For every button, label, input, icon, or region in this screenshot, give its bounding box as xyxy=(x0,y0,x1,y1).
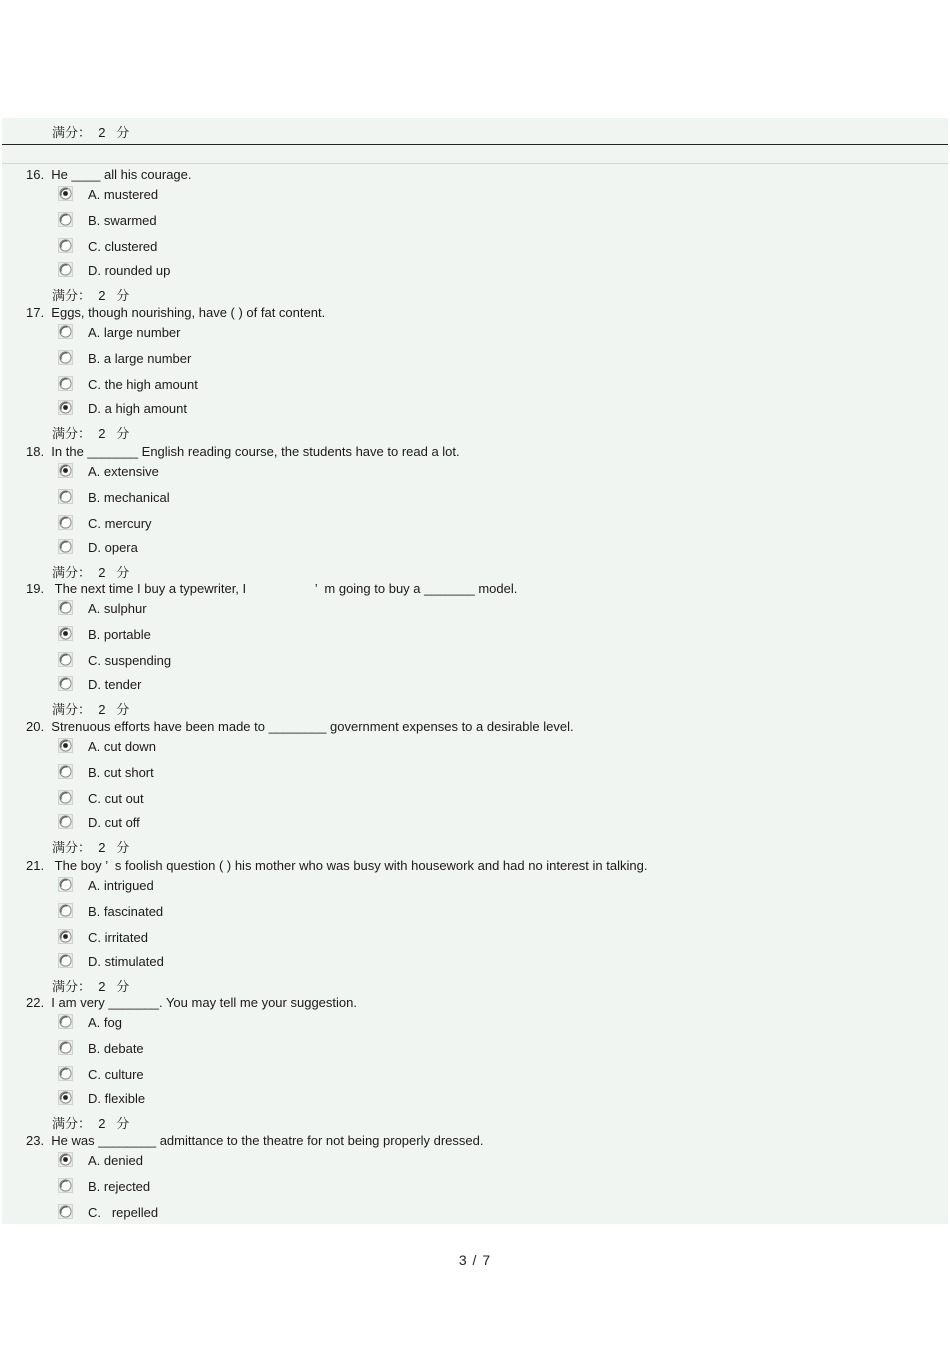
option-label[interactable]: B. cut short xyxy=(88,765,154,780)
radio-button[interactable] xyxy=(58,212,73,227)
radio-button[interactable] xyxy=(58,489,73,504)
question-text: 20. Strenuous efforts have been made to ________ government expenses to a desirable level. xyxy=(26,719,574,734)
score-label: 满分： 2 分 xyxy=(52,840,130,855)
option-label[interactable]: B. rejected xyxy=(88,1179,151,1194)
option-label[interactable]: B. mechanical xyxy=(88,490,170,505)
option-label[interactable]: C. cut out xyxy=(88,791,144,806)
radio-button[interactable] xyxy=(58,1014,73,1029)
radio-button[interactable] xyxy=(58,539,73,554)
question-text: 23. He was ________ admittance to the theatre for not being properly dressed. xyxy=(26,1133,484,1148)
score-label: 满分： 2 分 xyxy=(52,702,130,717)
radio-button[interactable] xyxy=(58,676,73,691)
option-label[interactable]: C. the high amount xyxy=(88,377,198,392)
option-label[interactable]: A. cut down xyxy=(88,739,156,754)
radio-button-checked[interactable] xyxy=(58,929,73,944)
question-text: 17. Eggs, though nourishing, have ( ) of fat content. xyxy=(26,305,326,320)
option-label[interactable]: A. sulphur xyxy=(88,601,147,616)
question-text: 16. He ____ all his courage. xyxy=(26,167,192,182)
option-label[interactable]: D. flexible xyxy=(88,1091,146,1106)
radio-button[interactable] xyxy=(58,764,73,779)
radio-button[interactable] xyxy=(58,953,73,968)
radio-button[interactable] xyxy=(58,238,73,253)
option-label[interactable]: A. large number xyxy=(88,325,181,340)
option-label[interactable]: C. suspending xyxy=(88,653,172,668)
option-label[interactable]: A. mustered xyxy=(88,187,159,202)
option-label[interactable]: D. opera xyxy=(88,540,138,555)
radio-button[interactable] xyxy=(58,1040,73,1055)
page-number: 3 / 7 xyxy=(458,1252,492,1268)
radio-button[interactable] xyxy=(58,324,73,339)
score-label: 满分： 2 分 xyxy=(52,979,130,994)
option-label[interactable]: C. mercury xyxy=(88,516,152,531)
option-label[interactable]: D. stimulated xyxy=(88,954,164,969)
radio-button[interactable] xyxy=(58,350,73,365)
radio-button[interactable] xyxy=(58,1204,73,1219)
option-label[interactable]: D. rounded up xyxy=(88,263,171,278)
radio-button-checked[interactable] xyxy=(58,738,73,753)
radio-button-checked[interactable] xyxy=(58,400,73,415)
score-label: 满分： 2 分 xyxy=(52,288,130,303)
score-label: 满分： 2 分 xyxy=(52,426,130,441)
radio-button-checked[interactable] xyxy=(58,1090,73,1105)
option-label[interactable]: B. fascinated xyxy=(88,904,164,919)
radio-button[interactable] xyxy=(58,262,73,277)
question-text: 19. The next time I buy a typewriter, I ’ m going to buy a _______ model. xyxy=(26,581,518,596)
radio-button[interactable] xyxy=(58,1178,73,1193)
divider xyxy=(2,163,948,164)
radio-button-checked[interactable] xyxy=(58,186,73,201)
question-text: 21. The boy ’ s foolish question ( ) his mother who was busy with housework and had no interest in talking. xyxy=(26,858,648,873)
radio-button[interactable] xyxy=(58,515,73,530)
option-label[interactable]: D. tender xyxy=(88,677,142,692)
radio-button[interactable] xyxy=(58,376,73,391)
score-label: 满分： 2 分 xyxy=(52,1116,130,1131)
radio-button-checked[interactable] xyxy=(58,1152,73,1167)
quiz-panel xyxy=(2,118,948,1224)
radio-button-checked[interactable] xyxy=(58,463,73,478)
option-label[interactable]: B. swarmed xyxy=(88,213,157,228)
radio-button-checked[interactable] xyxy=(58,626,73,641)
radio-button[interactable] xyxy=(58,903,73,918)
option-label[interactable]: D. a high amount xyxy=(88,401,188,416)
radio-button[interactable] xyxy=(58,652,73,667)
option-label[interactable]: C. repelled xyxy=(88,1205,159,1220)
option-label[interactable]: B. debate xyxy=(88,1041,144,1056)
option-label[interactable]: A. denied xyxy=(88,1153,143,1168)
option-label[interactable]: C. irritated xyxy=(88,930,148,945)
question-text: 22. I am very _______. You may tell me your suggestion. xyxy=(26,995,357,1010)
question-text: 18. In the _______ English reading course, the students have to read a lot. xyxy=(26,444,460,459)
radio-button[interactable] xyxy=(58,814,73,829)
radio-button[interactable] xyxy=(58,600,73,615)
option-label[interactable]: A. extensive xyxy=(88,464,159,479)
option-label[interactable]: C. clustered xyxy=(88,239,158,254)
radio-button[interactable] xyxy=(58,877,73,892)
divider xyxy=(2,144,948,145)
option-label[interactable]: D. cut off xyxy=(88,815,140,830)
radio-button[interactable] xyxy=(58,790,73,805)
option-label[interactable]: C. culture xyxy=(88,1067,144,1082)
option-label[interactable]: B. a large number xyxy=(88,351,192,366)
option-label[interactable]: B. portable xyxy=(88,627,151,642)
option-label[interactable]: A. intrigued xyxy=(88,878,154,893)
score-label: 满分： 2 分 xyxy=(52,565,130,580)
radio-button[interactable] xyxy=(58,1066,73,1081)
option-label[interactable]: A. fog xyxy=(88,1015,122,1030)
score-label: 满分： 2 分 xyxy=(52,125,130,140)
